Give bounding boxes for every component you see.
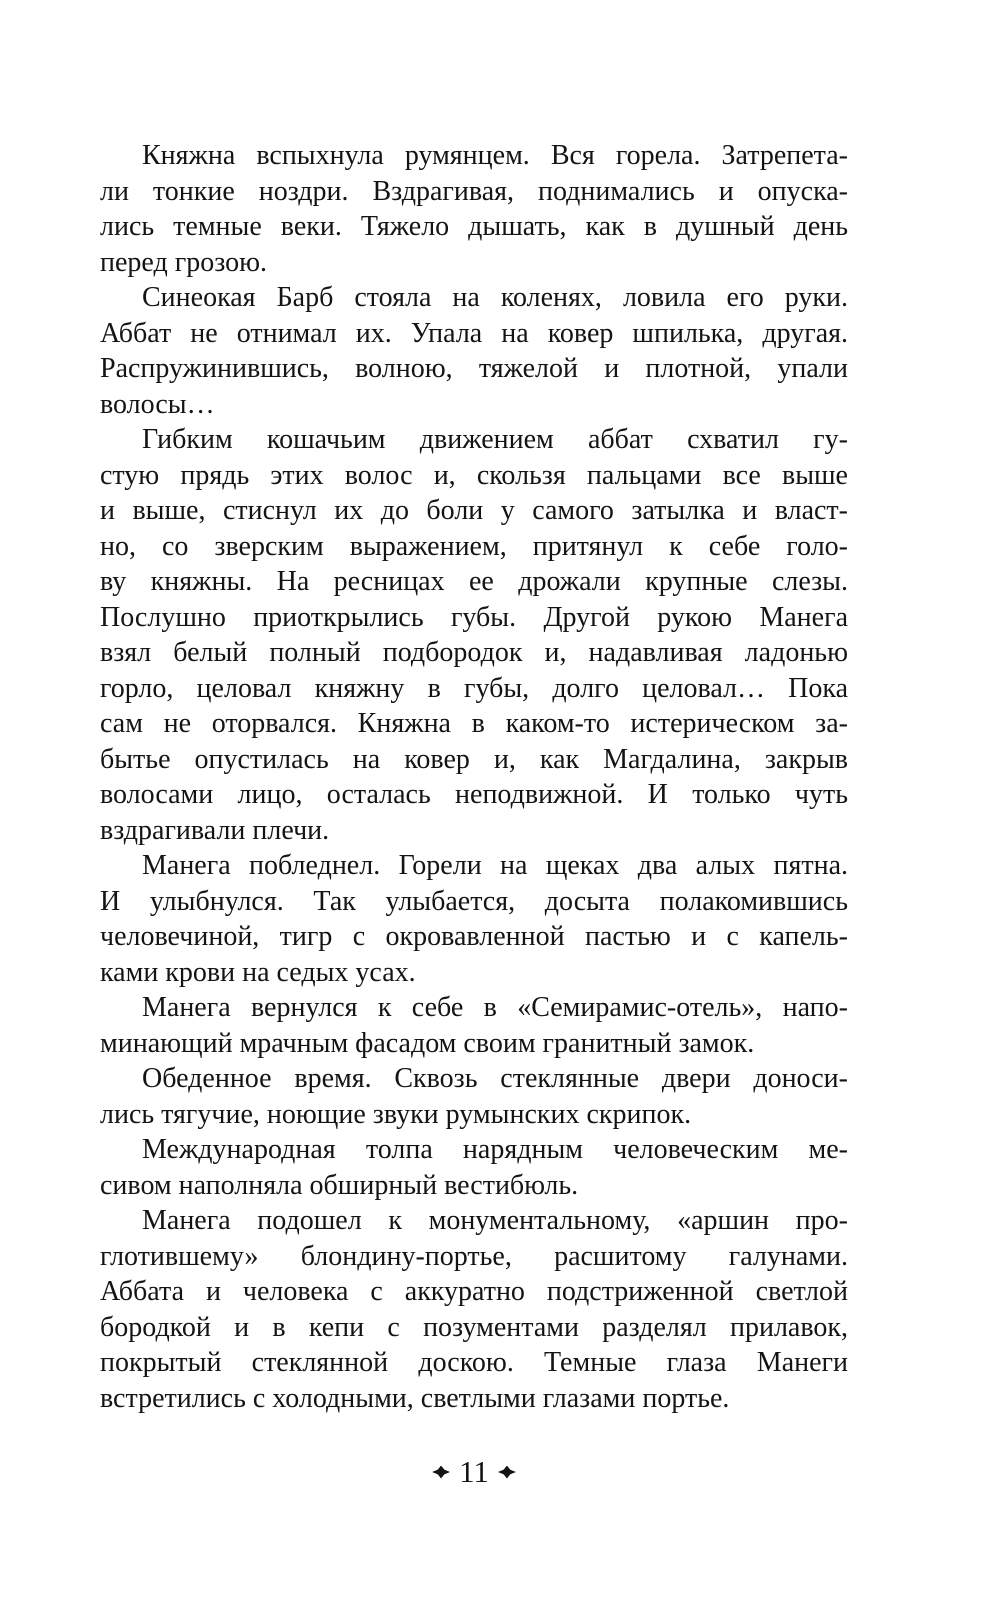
page-footer [100, 1455, 848, 1489]
text-line: минающий мрачным фасадом своим гранитный замок. [100, 1027, 755, 1059]
text-line: стую прядь этих волос и, скользя пальцами все выше [100, 459, 848, 491]
text-line: взял белый полный подбородок и, надавливая ладонью [100, 637, 848, 668]
paragraph [100, 422, 848, 848]
text-line: Манега побледнел. Горели на щеках два алых пятна. [142, 850, 848, 881]
text-block [100, 138, 848, 1416]
text-line: Аббата и человека с аккуратно подстриженной светлой [100, 1276, 848, 1307]
four-pointed-star-icon [498, 1466, 516, 1479]
text-line: и выше, стиснул их до боли у самого затылка и власт- [100, 495, 848, 526]
text-line: Послушно приоткрылись губы. Другой рукою Манега [100, 601, 848, 633]
paragraph [100, 1203, 848, 1416]
paragraph [100, 1132, 848, 1203]
text-line: бородкой и в кепи с позументами разделял прилавок, [100, 1311, 848, 1343]
paragraph [100, 848, 848, 990]
paragraph [100, 138, 848, 280]
four-pointed-star-icon [432, 1466, 450, 1479]
text-line: Распружинившись, волною, тяжелой и плотной, упали [100, 353, 848, 384]
text-line: человечиной, тигр с окровавленной пастью и с капель- [100, 921, 848, 952]
text-line: ву княжны. На ресницах ее дрожали крупные слезы. [100, 566, 848, 597]
paragraph [100, 1061, 848, 1132]
text-line: глотившему» блондину-портье, расшитому галунами. [100, 1240, 848, 1272]
text-line: покрытый стеклянной доскою. Темные глаза Манеги [100, 1347, 848, 1378]
text-line: ли тонкие ноздри. Вздрагивая, поднимались и опуска- [100, 175, 848, 207]
text-line: Обеденное время. Сквозь стеклянные двери доноси- [142, 1063, 848, 1094]
text-line: бытье опустилась на ковер и, как Магдалина, закрыв [100, 743, 848, 775]
text-line: лись тягучие, ноющие звуки румынских скрипок. [100, 1098, 692, 1130]
text-line: перед грозою. [100, 246, 268, 278]
text-line: Аббат не отнимал их. Упала на ковер шпилька, другая. [100, 317, 848, 349]
text-line: сивом наполняла обширный вестибюль. [100, 1169, 579, 1201]
paragraph [100, 280, 848, 422]
text-line: И улыбнулся. Так улыбается, досыта полакомившись [100, 885, 848, 917]
text-line: лись темные веки. Тяжело дышать, как в душный день [100, 211, 848, 242]
text-line: Княжна вспыхнула румянцем. Вся горела. Затрепета- [142, 140, 848, 171]
text-line: Манега вернулся к себе в «Семирамис-отель», напо- [142, 992, 848, 1023]
paragraph [100, 990, 848, 1061]
text-line: но, со зверским выражением, притянул к себе голо- [100, 530, 848, 562]
text-line: волосами лицо, осталась неподвижной. И только чуть [100, 779, 848, 810]
text-line: Гибким кошачьим движением аббат схватил гу- [142, 424, 848, 455]
text-line: ками крови на седых усах. [100, 956, 416, 988]
page-number: 11 [459, 1454, 489, 1489]
text-line: горло, целовал княжну в губы, долго целовал… Пока [100, 672, 848, 704]
text-line: Манега подошел к монументальному, «аршин про- [142, 1205, 848, 1236]
text-line: сам не оторвался. Княжна в каком-то истерическом за- [100, 708, 848, 739]
text-line: Синеокая Барб стояла на коленях, ловила его руки. [142, 282, 848, 313]
text-line: встретились с холодными, светлыми глазами портье. [100, 1382, 730, 1414]
text-line: вздрагивали плечи. [100, 814, 330, 846]
text-line: Международная толпа нарядным человеческим ме- [142, 1134, 848, 1165]
text-line: волосы… [100, 388, 215, 420]
